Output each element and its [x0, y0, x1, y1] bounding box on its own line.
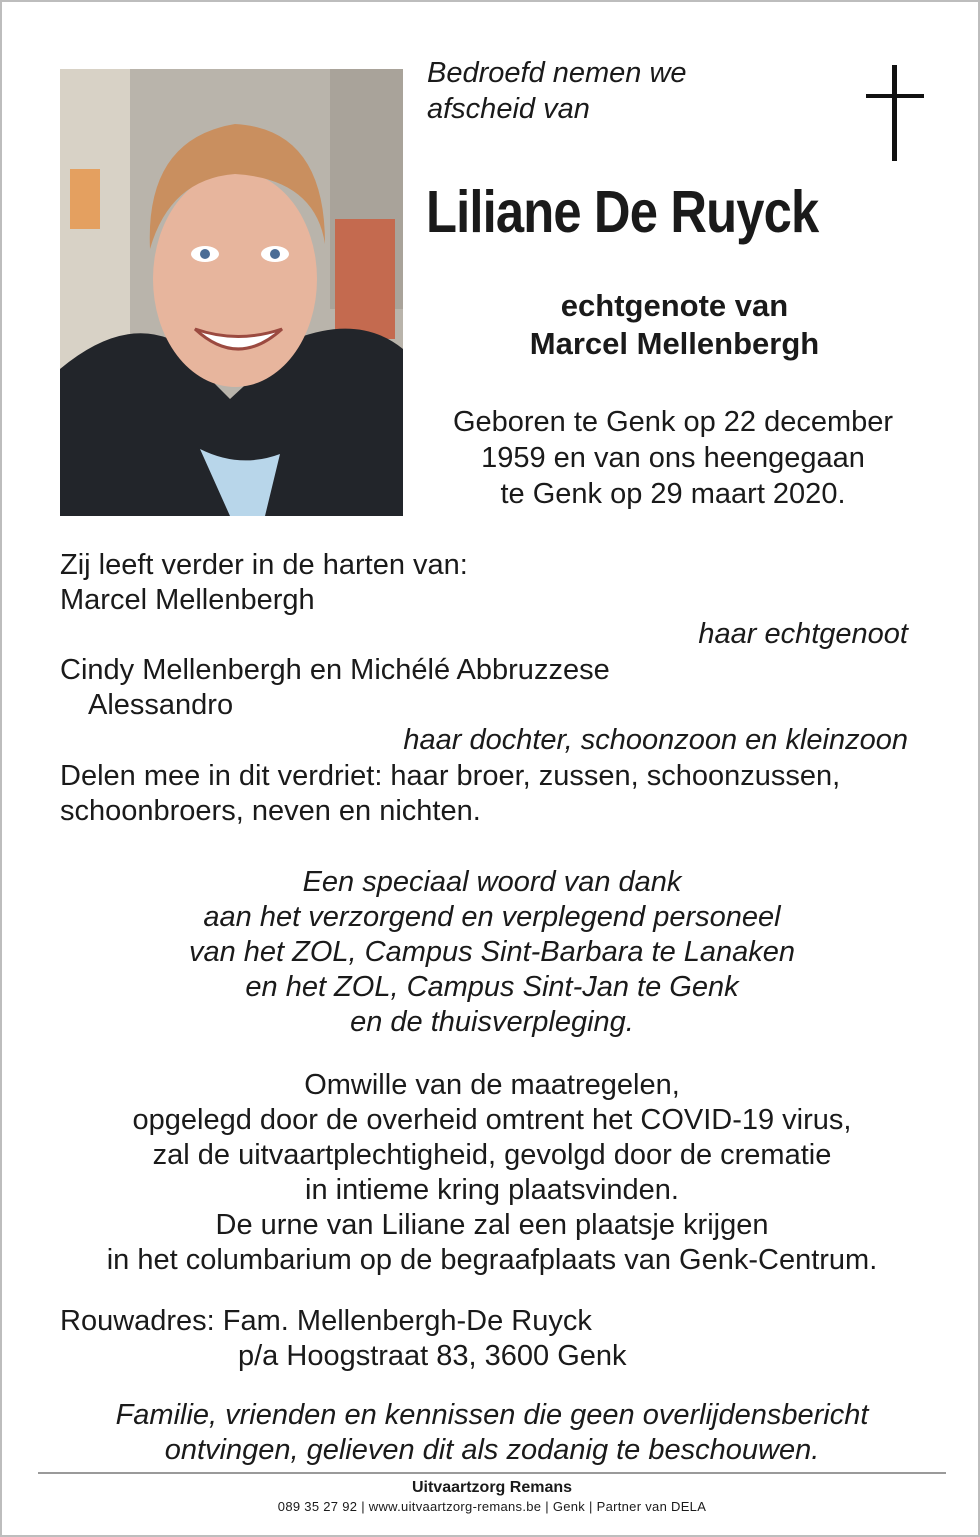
intro-line: Bedroefd nemen we [427, 57, 687, 89]
ceremony-line: Omwille van de maatregelen, [304, 1069, 680, 1101]
address-line: Rouwadres: Fam. Mellenbergh-De Ruyck [60, 1305, 592, 1337]
family-grandson: Alessandro [88, 689, 234, 721]
notice-line: ontvingen, gelieven dit als zodanig te beschouwen. [164, 1434, 820, 1466]
thanks-line: van het ZOL, Campus Sint-Barbara te Lanaken [188, 936, 796, 968]
spouse-info [432, 287, 917, 363]
notice-block [42, 1398, 942, 1468]
family-daughter: Cindy Mellenbergh en Michélé Abbruzzese [60, 654, 610, 686]
ceremony-line: opgelegd door de overheid omtrent het COVID-19 virus, [132, 1104, 852, 1136]
cross-icon [866, 65, 924, 161]
birth-line: 1959 en van ons heengegaan [481, 442, 865, 474]
ceremony-line: De urne van Liliane zal een plaatsje krijgen [215, 1209, 769, 1241]
portrait-photo [60, 69, 403, 516]
birth-line: te Genk op 29 maart 2020. [500, 478, 846, 510]
intro-text [427, 55, 687, 127]
ceremony-block [42, 1068, 942, 1278]
spouse-line: echtgenote van [560, 288, 789, 323]
footer-details: 089 35 27 92 | www.uitvaartzorg-remans.be | Genk | Partner van DELA [277, 1499, 707, 1514]
family-husband: Marcel Mellenbergh [60, 584, 315, 616]
birth-death-info [427, 404, 919, 512]
husband-role: haar echtgenoot [698, 618, 908, 650]
deceased-name: Liliane De Ruyck [426, 179, 819, 245]
thanks-line: en de thuisverpleging. [350, 1006, 634, 1038]
family-others-line: schoonbroers, neven en nichten. [60, 795, 481, 827]
thanks-line: Een speciaal woord van dank [302, 866, 682, 898]
children-role: haar dochter, schoonzoon en kleinzoon [403, 724, 908, 756]
ceremony-line: in intieme kring plaatsvinden. [305, 1174, 679, 1206]
notice-line: Familie, vrienden en kennissen die geen overlijdensbericht [115, 1399, 869, 1431]
intro-line: afscheid van [427, 93, 590, 125]
thanks-line: aan het verzorgend en verplegend personeel [203, 901, 781, 933]
birth-line: Geboren te Genk op 22 december [452, 406, 894, 438]
address-line: p/a Hoogstraat 83, 3600 Genk [238, 1340, 627, 1372]
footer-company: Uitvaartzorg Remans [411, 1479, 573, 1496]
thanks-line: en het ZOL, Campus Sint-Jan te Genk [245, 971, 739, 1003]
footer-divider [38, 1472, 946, 1474]
thanks-block [42, 865, 942, 1040]
ceremony-line: in het columbarium op de begraafplaats van Genk-Centrum. [106, 1244, 878, 1276]
ceremony-line: zal de uitvaartplechtigheid, gevolgd door de crematie [152, 1139, 832, 1171]
family-others-line: Delen mee in dit verdriet: haar broer, zussen, schoonzussen, [60, 760, 841, 792]
family-heading: Zij leeft verder in de harten van: [60, 549, 468, 581]
spouse-line: Marcel Mellenbergh [529, 326, 820, 361]
